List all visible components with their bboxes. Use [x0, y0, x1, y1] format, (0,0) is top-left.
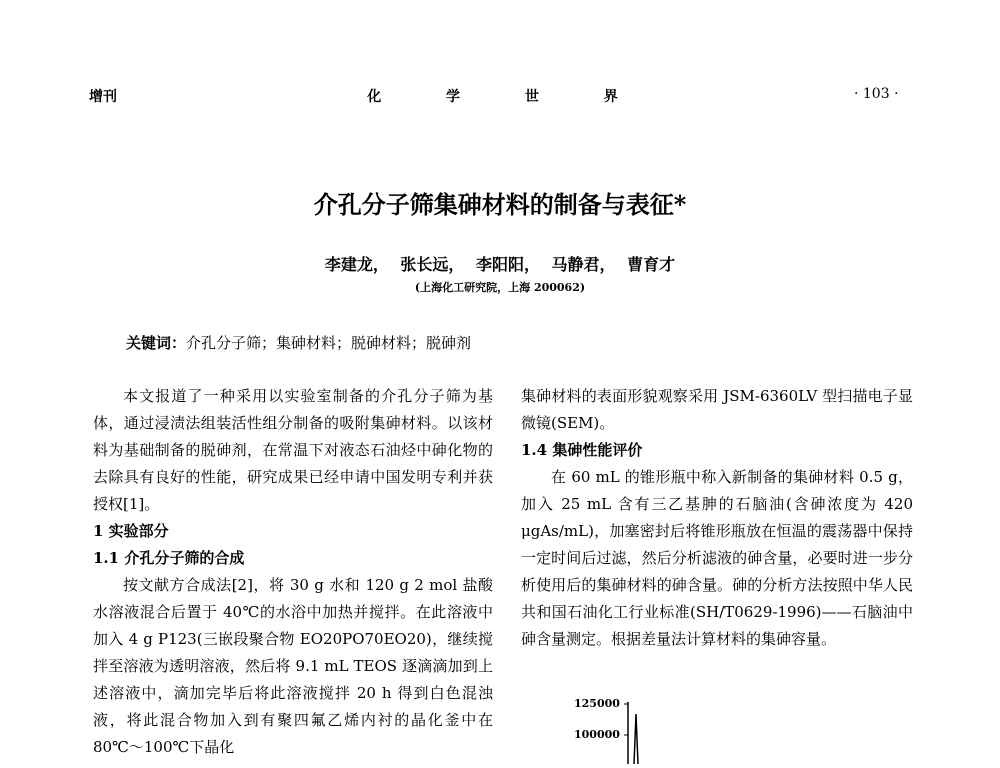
keywords-label: 关键词： [126, 334, 187, 352]
right-column [521, 383, 913, 653]
evaluation-paragraph: 在 60 mL 的锥形瓶中称入新制备的集砷材料 0.5 g，加入 25 mL 含有三乙基胂的石脑油(含砷浓度为 420 μgAs/mL)，加塞密封后将锥形瓶放在恒温的震荡器中保持一定时间后过滤，然后分析滤液的砷含量，必要时进一步分析使用后的集砷材料的砷含量。砷的分析方法按照中华人民共和国石油化工行业标准(SH/T0629-1996)——石脑油中砷含量测定。根据差量法计算材料的集砷容量。 [521, 468, 913, 648]
section-heading-1-4: 1.4 集砷性能评价 [521, 441, 643, 459]
running-head [0, 86, 1000, 110]
tick-label-125000: 125000 [574, 697, 620, 710]
figure-axis [552, 694, 692, 764]
intro-paragraph: 本文报道了一种采用以实验室制备的介孔分子筛为基体，通过浸渍法组装活性组分制备的吸附集砷材料。以该材料为基础制备的脱砷剂，在常温下对液态石油烃中砷化物的去除具有良好的性能，研究成果已经申请中国发明专利并获授权[1]。 [93, 387, 493, 513]
tick-label-100000: 100000 [574, 728, 620, 741]
sem-paragraph: 集砷材料的表面形貌观察采用 JSM-6360LV 型扫描电子显微镜(SEM)。 [521, 387, 913, 432]
journal-name: 化 学 世 界 [367, 89, 648, 105]
authors: 李建龙， 张长远， 李阳阳， 马静君， 曹育才 [324, 255, 676, 274]
keywords-text: 介孔分子筛；集砷材料；脱砷材料；脱砷剂 [186, 334, 472, 352]
figure-fragment [552, 694, 692, 764]
section-heading-1-1: 1.1 介孔分子筛的合成 [93, 549, 245, 567]
affiliation: (上海化工研究院，上海 200062) [414, 281, 586, 294]
left-column [93, 383, 493, 761]
article-title: 介孔分子筛集砷材料的制备与表征* [313, 190, 687, 219]
page-number: · 103 · [854, 86, 899, 102]
keywords [126, 332, 471, 353]
synthesis-paragraph: 按文献方合成法[2]，将 30 g 水和 120 g 2 mol 盐酸水溶液混合后置于 40℃的水浴中加热并搅拌。在此溶液中加入 4 g P123(三嵌段聚合物 EO20PO70EO20)，继续搅拌至溶液为透明溶液，然后将 9.1 mL TEOS 逐滴滴加到上述溶液中，滴加完毕后将此溶液搅拌 20 h 得到白色混浊液，将此混合物加入到有聚四氟乙烯内衬的晶化釜中在 80℃～100℃下晶化 [93, 576, 493, 756]
journal-issue-label: 增刊 [89, 89, 117, 105]
section-heading-1: 1 实验部分 [93, 522, 169, 540]
